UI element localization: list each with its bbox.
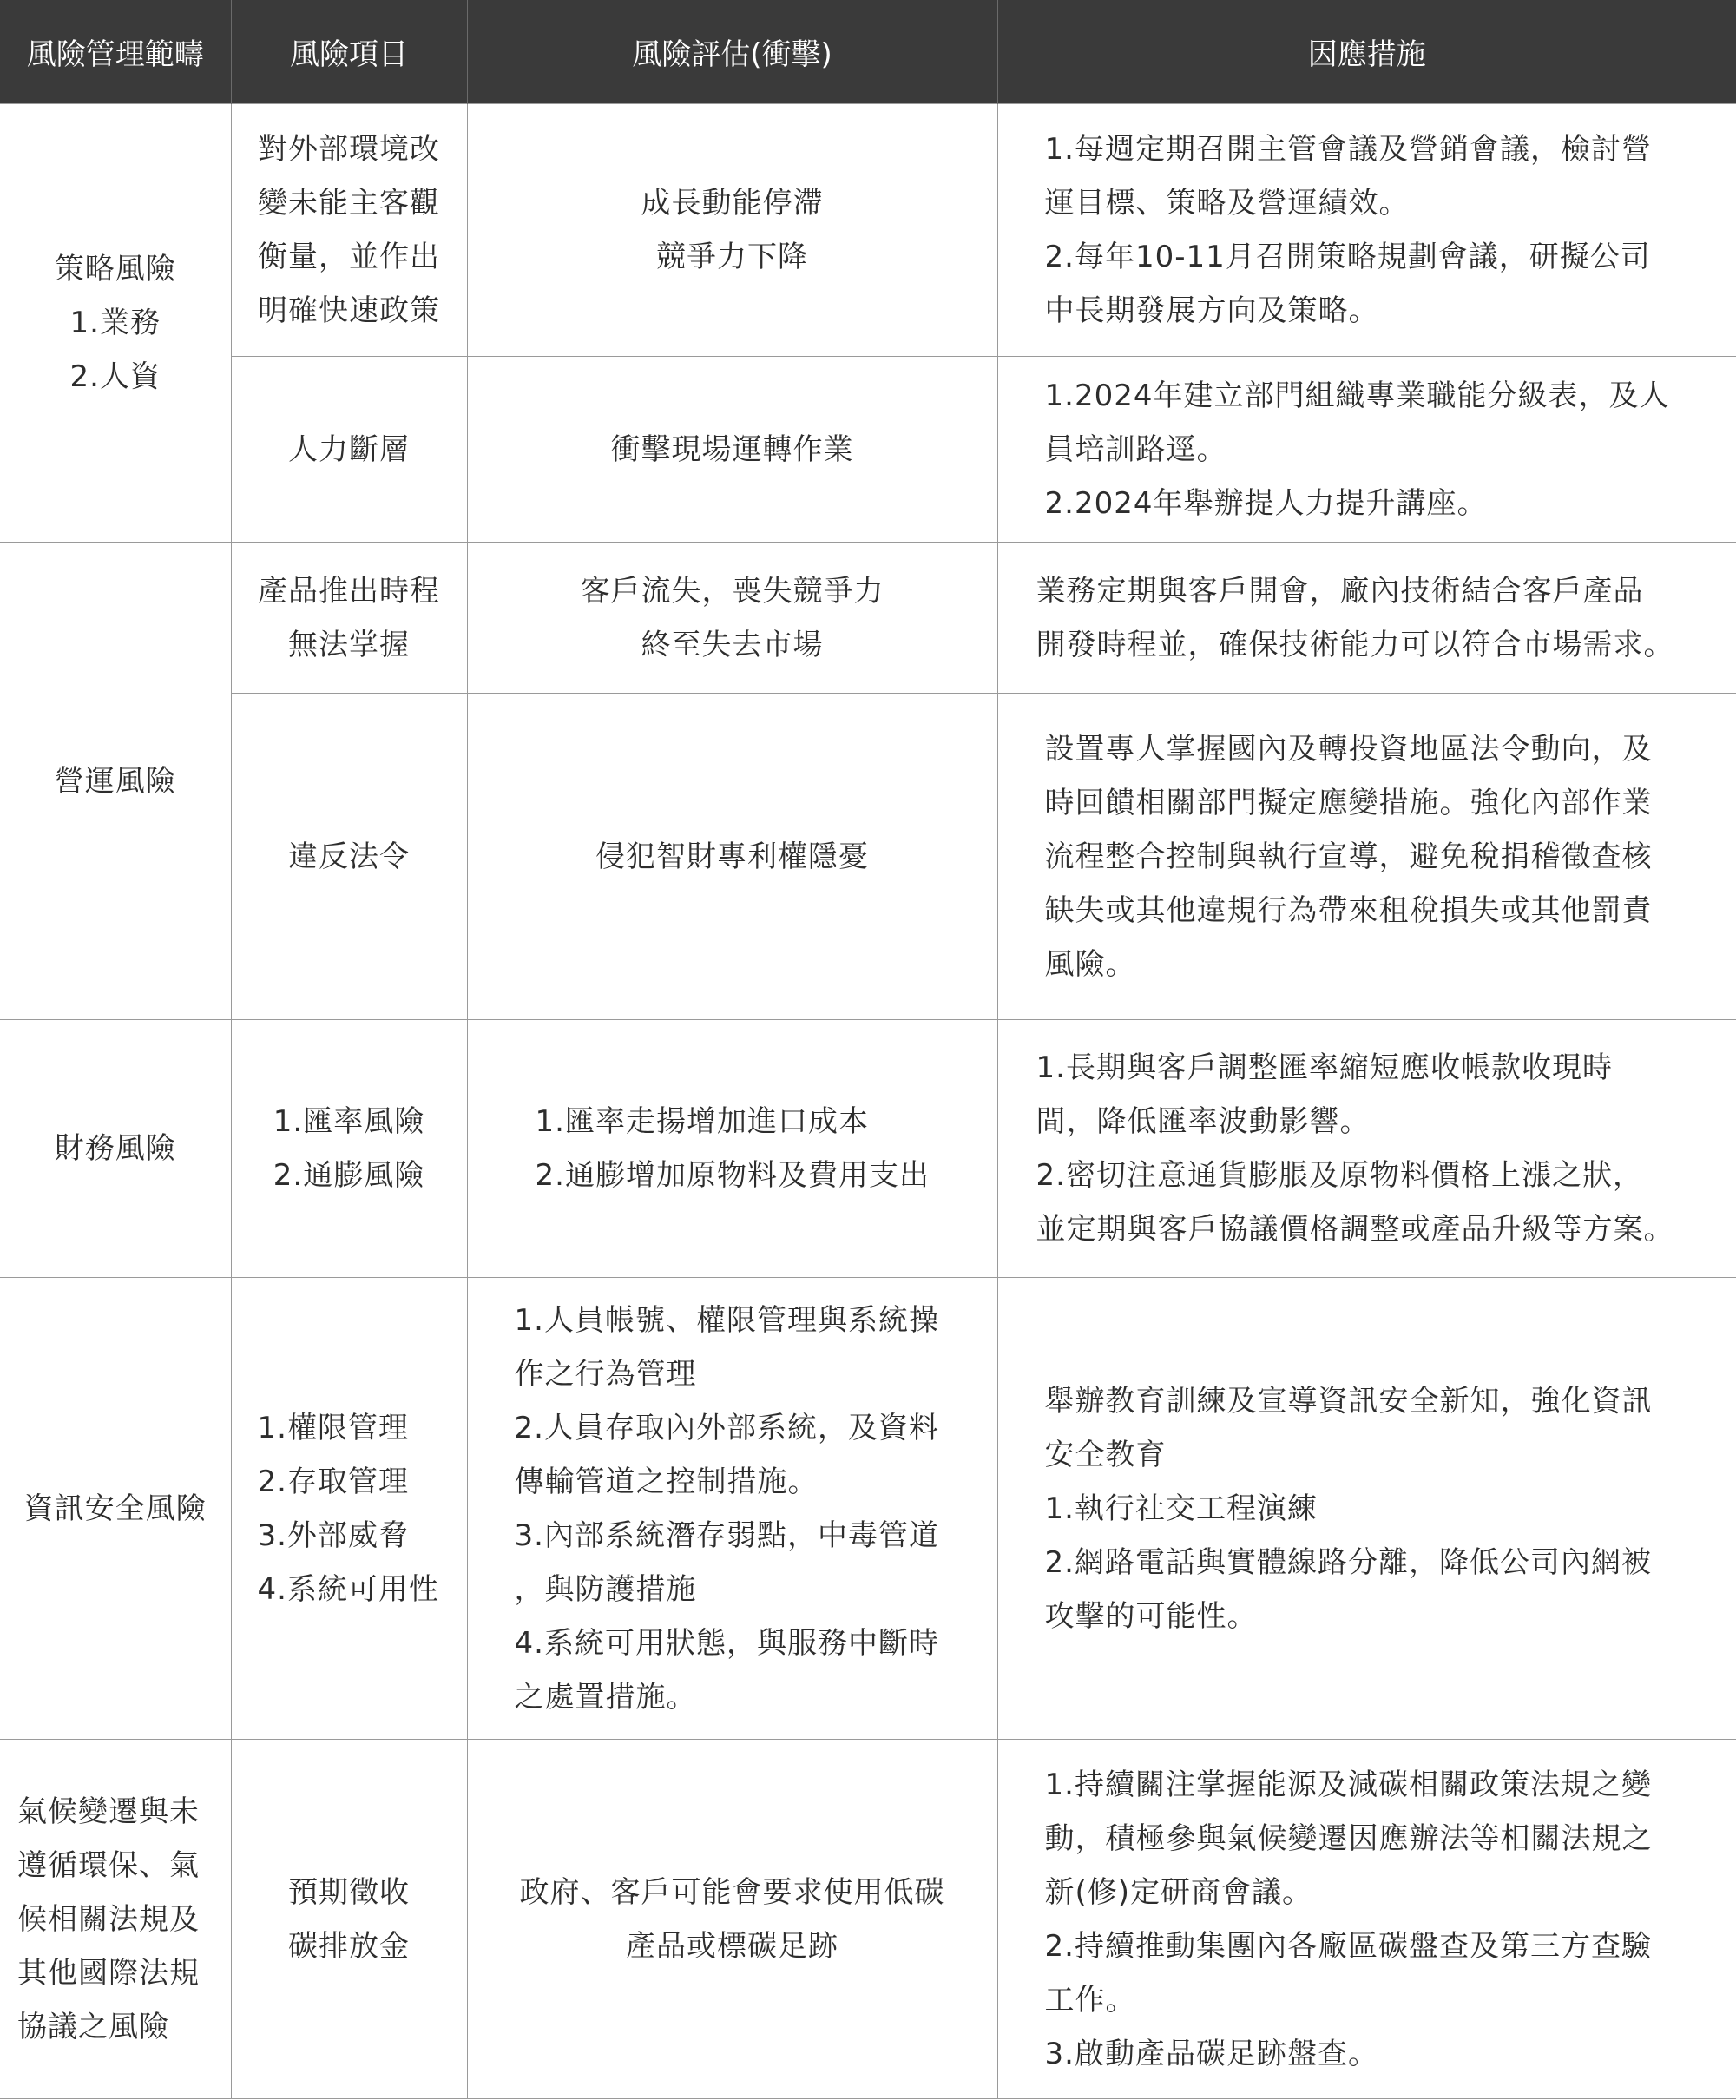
risk-measure: 1.每週定期召開主管會議及營銷會議，檢討營 運目標、策略及營運績效。 2.每年10-11月召開策略規劃會議，研擬公司 中長期發展方向及策略。	[997, 104, 1736, 357]
table-row	[0, 694, 1736, 1020]
risk-impact: 1.人員帳號、權限管理與系統操 作之行為管理 2.人員存取內外部系統，及資料 傳輸管道之控制措施。 3.內部系統潛存弱點，中毒管道 ，與防護措施 4.系統可用狀態，與服務中斷時 之處置措施。	[467, 1278, 997, 1740]
header-row	[0, 0, 1736, 104]
category-operation: 營運風險	[0, 543, 231, 1020]
table-row	[0, 543, 1736, 694]
header-category: 風險管理範疇	[0, 0, 231, 104]
risk-item: 人力斷層	[231, 357, 467, 543]
risk-measure: 1.長期與客戶調整匯率縮短應收帳款收現時 間，降低匯率波動影響。 2.密切注意通貨膨脹及原物料價格上漲之狀， 並定期與客戶協議價格調整或產品升級等方案。	[997, 1020, 1736, 1278]
category-climate: 氣候變遷與未 遵循環保、氣 候相關法規及 其他國際法規 協議之風險	[0, 1740, 231, 2099]
risk-item: 1.匯率風險 2.通膨風險	[231, 1020, 467, 1278]
risk-impact: 衝擊現場運轉作業	[467, 357, 997, 543]
table-row	[0, 357, 1736, 543]
category-infosec: 資訊安全風險	[0, 1278, 231, 1740]
risk-impact: 1.匯率走揚增加進口成本 2.通膨增加原物料及費用支出	[467, 1020, 997, 1278]
risk-impact: 成長動能停滯 競爭力下降	[467, 104, 997, 357]
header-item: 風險項目	[231, 0, 467, 104]
risk-measure: 業務定期與客戶開會，廠內技術結合客戶產品 開發時程並，確保技術能力可以符合市場需求。	[997, 543, 1736, 694]
risk-impact: 侵犯智財專利權隱憂	[467, 694, 997, 1020]
risk-item: 產品推出時程 無法掌握	[231, 543, 467, 694]
header-impact: 風險評估(衝擊)	[467, 0, 997, 104]
risk-item: 對外部環境改 變未能主客觀 衡量，並作出 明確快速政策	[231, 104, 467, 357]
risk-impact: 客戶流失，喪失競爭力 終至失去市場	[467, 543, 997, 694]
category-finance: 財務風險	[0, 1020, 231, 1278]
risk-impact: 政府、客戶可能會要求使用低碳 產品或標碳足跡	[467, 1740, 997, 2099]
risk-measure: 設置專人掌握國內及轉投資地區法令動向，及 時回饋相關部門擬定應變措施。強化內部作業 流程整合控制與執行宣導，避免稅捐稽徵查核 缺失或其他違規行為帶來租稅損失或其他罰責 風險。	[997, 694, 1736, 1020]
table-row	[0, 104, 1736, 357]
risk-measure: 1.持續關注掌握能源及減碳相關政策法規之變 動，積極參與氣候變遷因應辦法等相關法規之 新(修)定研商會議。 2.持續推動集團內各廠區碳盤查及第三方查驗 工作。 3.啟動產品碳足跡盤查。	[997, 1740, 1736, 2099]
table-row	[0, 1740, 1736, 2099]
header-measure: 因應措施	[997, 0, 1736, 104]
risk-item: 1.權限管理 2.存取管理 3.外部威脅 4.系統可用性	[231, 1278, 467, 1740]
category-strategy: 策略風險 1.業務 2.人資	[0, 104, 231, 543]
risk-measure: 1.2024年建立部門組織專業職能分級表，及人 員培訓路逕。 2.2024年舉辦提人力提升講座。	[997, 357, 1736, 543]
table-row	[0, 1020, 1736, 1278]
table-row	[0, 1278, 1736, 1740]
risk-measure: 舉辦教育訓練及宣導資訊安全新知，強化資訊 安全教育 1.執行社交工程演練 2.網路電話與實體線路分離，降低公司內網被 攻擊的可能性。	[997, 1278, 1736, 1740]
risk-item: 違反法令	[231, 694, 467, 1020]
risk-item: 預期徵收 碳排放金	[231, 1740, 467, 2099]
